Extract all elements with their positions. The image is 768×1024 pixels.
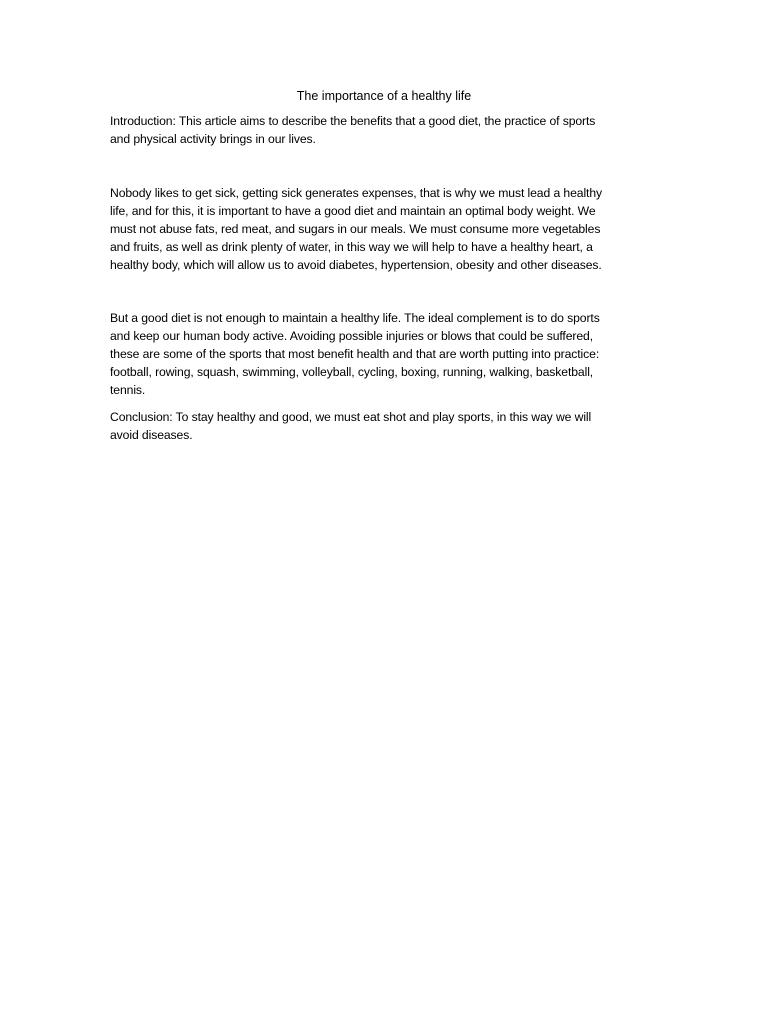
paragraph-line: and physical activity brings in our lives.: [110, 131, 316, 146]
paragraph-line: avoid diseases.: [110, 427, 193, 442]
paragraph-introduction: [110, 113, 662, 149]
paragraph-line: Introduction: This article aims to describe the benefits that a good diet, the practice of sports: [110, 114, 596, 128]
paragraph-line: Conclusion: To stay healthy and good, we must eat shot and play sports, in this way we will: [110, 410, 592, 424]
document-title: The importance of a healthy life: [296, 89, 472, 103]
paragraph-line: But a good diet is not enough to maintain a healthy life. The ideal complement is to do sports: [110, 311, 600, 325]
paragraph-line: these are some of the sports that most benefit health and that are worth putting into practice:: [110, 346, 600, 361]
paragraph-line: life, and for this, it is important to have a good diet and maintain an optimal body weight. We: [110, 203, 596, 218]
paragraph-line: healthy body, which will allow us to avoid diabetes, hypertension, obesity and other diseases.: [110, 257, 602, 272]
paragraph-line: Nobody likes to get sick, getting sick generates expenses, that is why we must lead a healthy: [110, 186, 603, 200]
paragraph-line: football, rowing, squash, swimming, volleyball, cycling, boxing, running, walking, basketball,: [110, 364, 594, 379]
paragraph-line: must not abuse fats, red meat, and sugars in our meals. We must consume more vegetables: [110, 221, 601, 236]
paragraph-diet: [110, 185, 662, 275]
paragraph-line: and keep our human body active. Avoiding possible injuries or blows that could be suffered,: [110, 328, 593, 343]
paragraph-conclusion: [110, 409, 662, 445]
paragraph-line: tennis.: [110, 382, 146, 397]
paragraph-sports: [110, 310, 662, 400]
paragraph-line: and fruits, as well as drink plenty of water, in this way we will help to have a healthy heart, a: [110, 239, 593, 254]
